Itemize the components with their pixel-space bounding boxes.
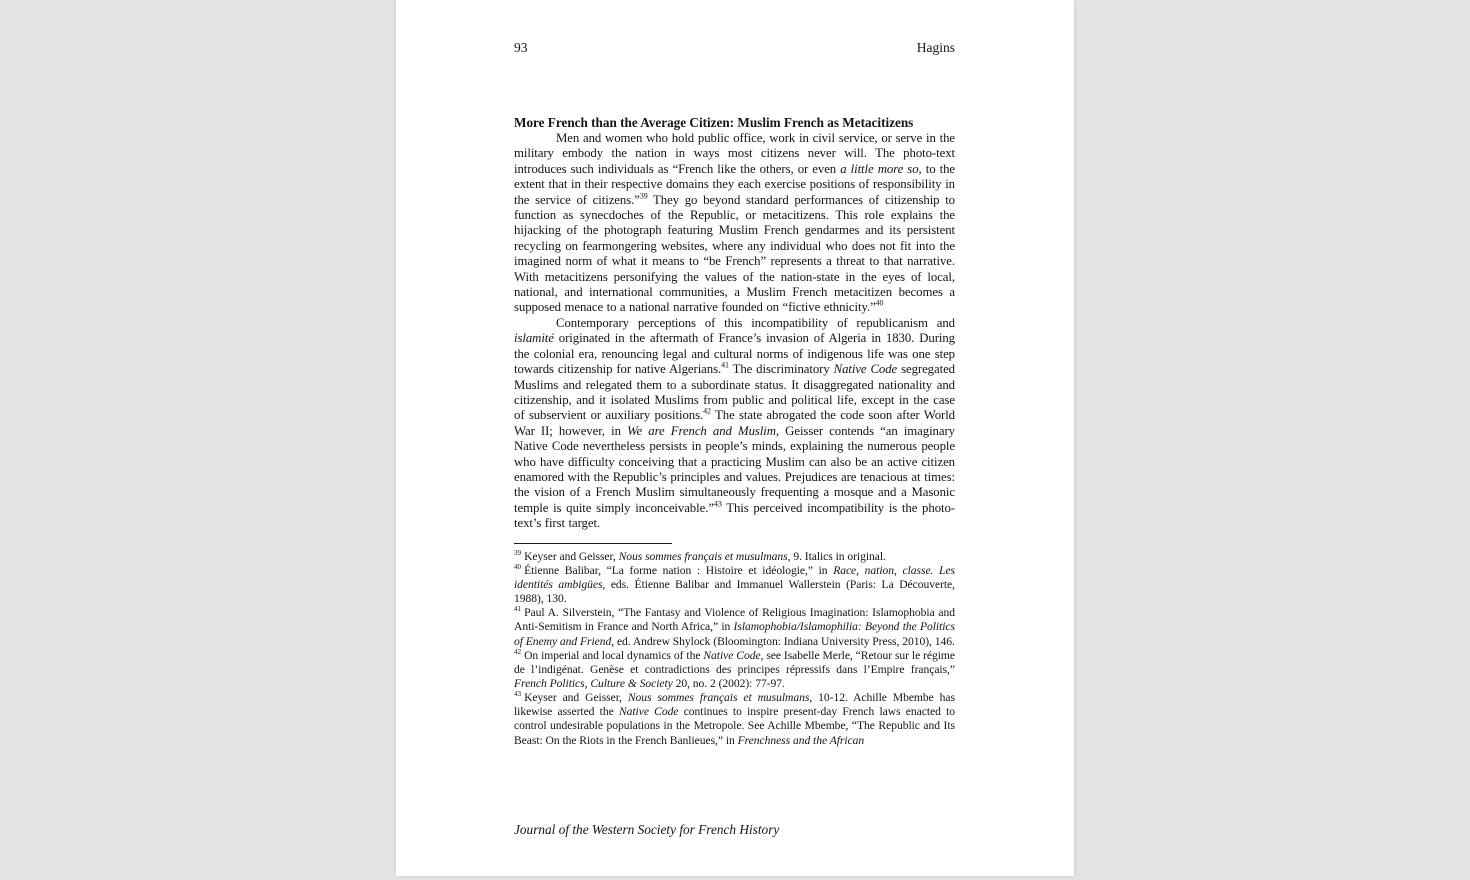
footnote-number: 42 — [514, 647, 522, 656]
footnote — [514, 606, 955, 648]
journal-footer: Journal of the Western Society for French History — [514, 822, 780, 837]
body-text — [514, 131, 955, 532]
section-heading: More French than the Average Citizen: Muslim French as Metacitizens — [514, 115, 914, 130]
footnote-separator — [514, 543, 672, 544]
paragraph: Men and women who hold public office, work in civil service, or serve in the military embody the nation in ways most citizens never will. The photo-text introduces such individuals as “French like the others, or even a little more so, to the extent that in their respective domains they each exercise positions of responsibility in the service of citizens.”$^{39}$ They go beyond standard performances of citizenship to function as synecdoches of the Republic, or metacitizens. This role explains the hijacking of the photograph featuring Muslim French gendarmes and its persistent recycling on fearmongering websites, where any individual who does not fit into the imagined norm of what it means to “be French” represents a threat to that narrative. With metacitizens personifying the values of the nation-state in the eyes of local, national, and international communities, a Muslim French metacitizen becomes a supposed menace to a national narrative founded on “fictive ethnicity.”$^{40}$ — [514, 131, 956, 315]
footnote-number: 41 — [514, 605, 522, 614]
footnote-number: 39 — [514, 548, 522, 557]
page-content — [514, 114, 955, 748]
footnote-text: Keyser and Geisser, Nous sommes français et musulmans, 10-12. Achille Mbembe has likewise asserted the Native Code continues to inspire present-day French laws enacted to control undesirable populations in the Metropole. See Achille Mbembe, “The Republic and Its Beast: On the Riots in the French Banlieues,” in Frenchness and the African — [514, 691, 955, 747]
footnote-text: On imperial and local dynamics of the Native Code, see Isabelle Merle, “Retour sur le régime de l’indigénat. Genèse et contradictions des principes répressifs dans l’Empire français,” French Politics, Culture & Society 20, no. 2 (2002): 77-97. — [514, 648, 955, 690]
footnote-number: 43 — [514, 690, 522, 699]
footnote-text: Étienne Balibar, “La forme nation : Histoire et idéologie,” in Race, nation, classe. Les identités ambigües, eds. Étienne Balibar and Immanuel Wallerstein (Paris: La Découverte, 1988), 130. — [514, 563, 955, 606]
paragraph: Contemporary perceptions of this incompatibility of republicanism and islamité originated in the aftermath of France’s invasion of Algeria in 1830. During the colonial era, renouncing legal and cultural norms of indigenous life was one step towards citizenship for native Algerians.$^{41}$ The discriminatory Native Code segregated Muslims and relegated them to a subordinate status. It disaggregated nationality and citizenship, and it isolated Muslims from public and political life, except in the case of subservient or auxiliary positions.$^{42}$ The state abrogated the code soon after World War II; however, in We are French and Muslim, Geisser contends “an imaginary Native Code nevertheless persists in people’s minds, explaining the numerous people who have difficulty conceiving that a practicing Muslim can also be an active citizen enamored with the Republic’s principles and values. Prejudices are tenacious at times: the vision of a French Muslim simultaneously frequenting a mosque and a Masonic temple is quite simply inconceivable.”$^{43}$ This perceived incompatibility is the photo-text’s first target. — [514, 315, 955, 531]
running-head-author: Hagins — [916, 40, 955, 55]
running-header — [514, 40, 955, 55]
footnote — [514, 691, 955, 748]
footnotes — [514, 550, 955, 748]
footnote — [514, 564, 955, 606]
page-number: 93 — [514, 40, 528, 55]
footnote — [514, 649, 955, 691]
footnote-number: 40 — [514, 562, 522, 571]
footnote-text: Paul A. Silverstein, “The Fantasy and Violence of Religious Imagination: Islamophobia and Anti-Semitism in France and North Africa,” in Islamophobia/Islamophilia: Beyond the Politics of Enemy and Friend, ed. Andrew Shylock (Bloomington: Indiana University Press, 2010), 146. — [514, 606, 955, 648]
footnote-text: Keyser and Geisser, Nous sommes français et musulmans, 9. Italics in original. — [524, 549, 886, 563]
document-page — [396, 0, 1074, 876]
footnote — [514, 550, 955, 564]
